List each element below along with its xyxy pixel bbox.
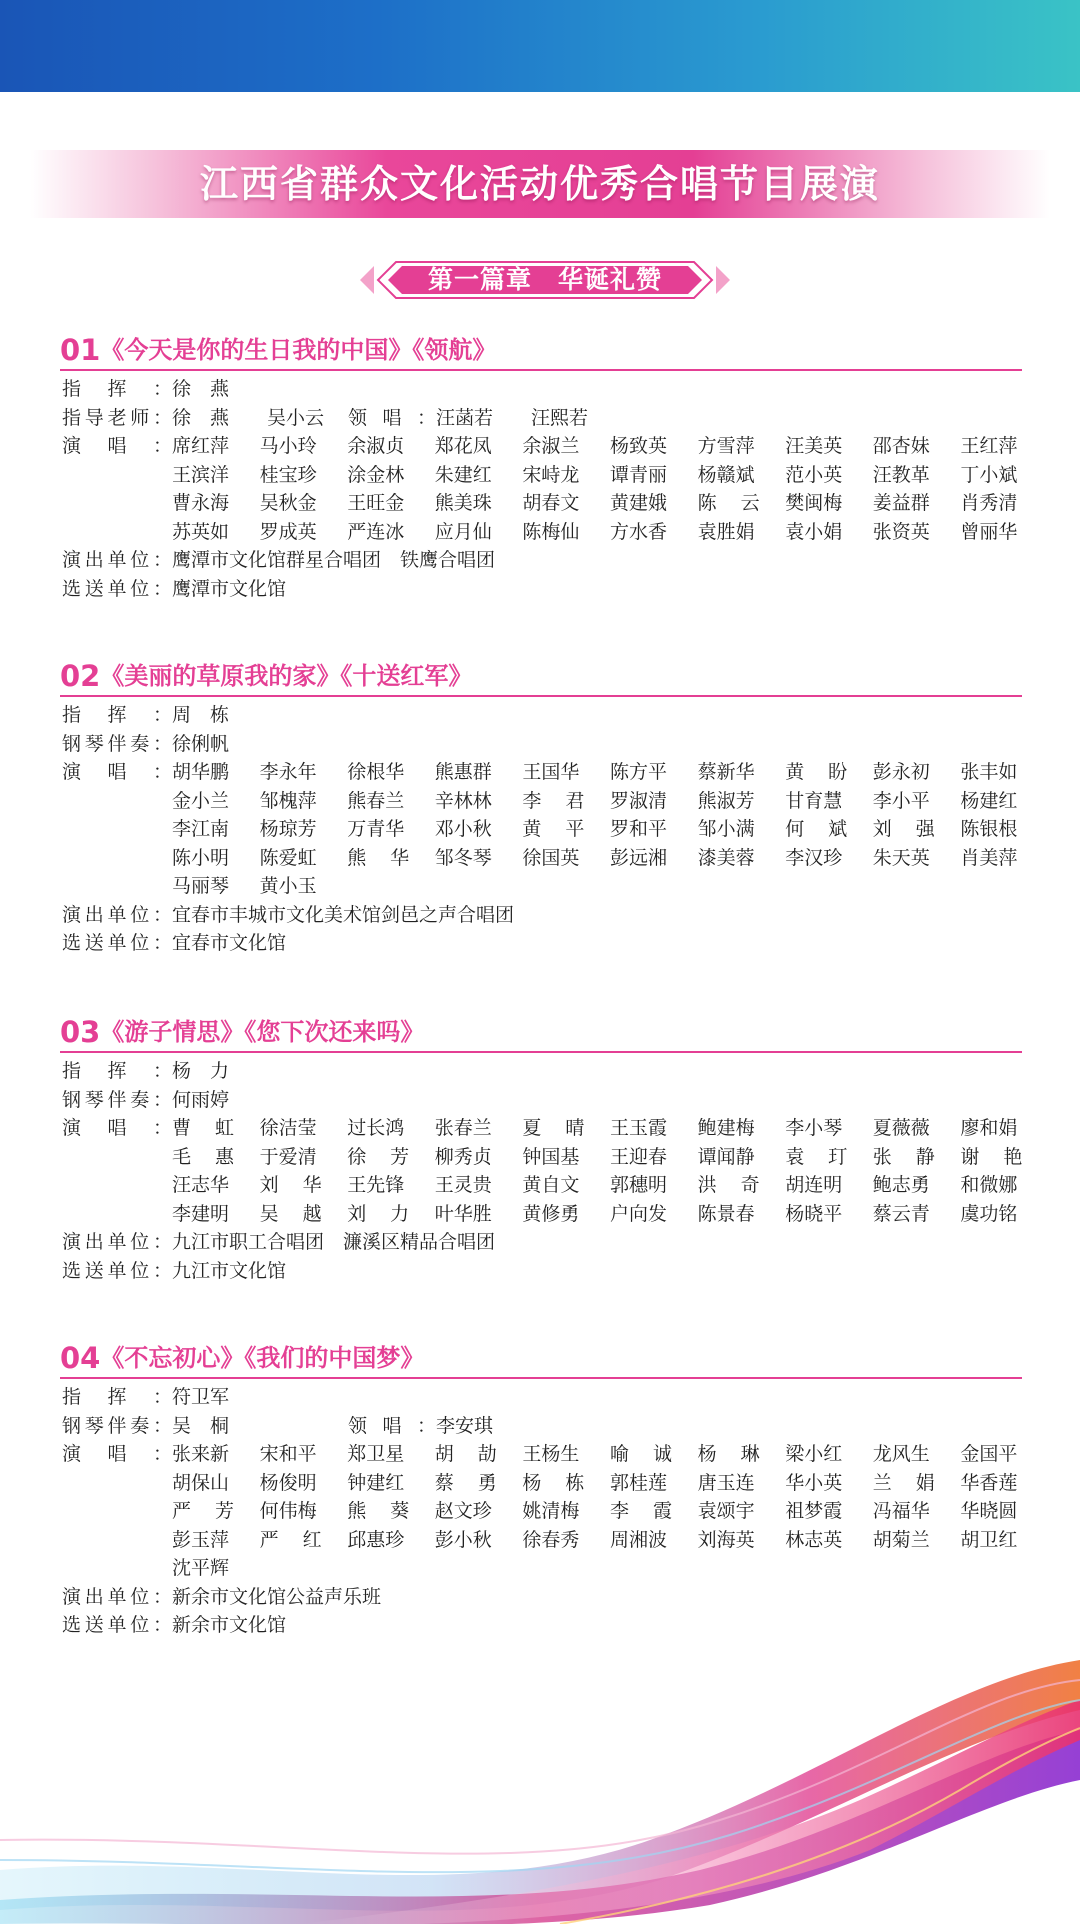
singer-name: 华小英 [785, 1471, 843, 1494]
credit-label: 指 挥 ： [62, 1386, 172, 1408]
singer-name: 徐春秀 [522, 1528, 580, 1551]
singer-name: 樊闽梅 [785, 492, 843, 514]
accompanist-row [60, 1086, 1022, 1115]
singer-name: 袁胜娟 [697, 520, 755, 543]
singers-row [60, 1114, 1022, 1143]
singer-name: 于爱清 [259, 1145, 317, 1168]
credit-label: 演 出 单 位 ： [62, 549, 172, 571]
credit-label: 演 唱 ： [62, 1117, 172, 1139]
singer-name: 杨 琳 [697, 1443, 760, 1465]
program-credits [60, 1057, 1022, 1285]
conductor-row [60, 375, 1022, 404]
accompanist-row [60, 404, 1022, 433]
sending-unit-row [60, 1257, 1022, 1286]
singer-name: 沈平辉 [172, 1557, 230, 1579]
singer-name: 王杨生 [522, 1443, 580, 1465]
singer-name: 过长鸿 [347, 1117, 405, 1139]
singer-name: 王迎春 [610, 1145, 668, 1168]
singer-name: 漆美蓉 [697, 846, 755, 869]
singer-name: 朱建红 [434, 463, 492, 486]
sending-unit-row [60, 575, 1022, 604]
singer-name: 杨赣斌 [697, 463, 755, 486]
singer-name: 熊春兰 [347, 789, 405, 812]
singer-name: 罗淑清 [610, 789, 668, 812]
singer-name: 严 红 [259, 1528, 322, 1551]
singer-name: 钟国基 [522, 1145, 580, 1168]
singer-name: 钟建红 [347, 1471, 405, 1494]
singers-row [60, 1526, 1022, 1555]
singer-name: 宋峙龙 [522, 463, 580, 486]
singer-name: 陈梅仙 [522, 520, 580, 543]
credit-label: 钢 琴 伴 奏 ： [62, 1088, 172, 1111]
singers-row [60, 787, 1022, 816]
credit-label: 指 挥 ： [62, 1060, 172, 1082]
singer-name: 甘育慧 [785, 789, 843, 812]
program-header [60, 659, 1022, 697]
singer-name: 刘 力 [347, 1202, 410, 1225]
top-banner [0, 0, 1080, 92]
singer-name: 何 斌 [785, 818, 848, 840]
singer-name: 王先锋 [347, 1174, 405, 1196]
program-number: 03 [60, 1015, 101, 1049]
singer-name: 涂金林 [347, 463, 405, 486]
program-number: 02 [60, 659, 101, 693]
singer-name: 余淑贞 [347, 435, 405, 457]
singer-name: 曹 虹 [172, 1117, 234, 1139]
singer-name: 林志英 [785, 1528, 843, 1551]
singer-name: 黄 平 [522, 818, 585, 840]
singer-name: 张春兰 [434, 1117, 492, 1139]
singers-row [60, 1554, 1022, 1583]
singer-name: 蔡 勇 [434, 1471, 497, 1494]
singer-name: 汪教革 [872, 463, 930, 486]
singer-name: 姜益群 [872, 492, 930, 514]
singer-name: 彭远湘 [610, 846, 668, 869]
singer-name: 胡卫红 [960, 1528, 1018, 1551]
chapter-title: 第一篇章 华诞礼赞 [427, 265, 662, 294]
singer-name: 谭青丽 [610, 463, 668, 486]
program-number: 04 [60, 1341, 101, 1375]
singer-name: 肖秀清 [960, 492, 1018, 514]
singer-name: 袁 玎 [785, 1145, 848, 1168]
singer-name: 金国平 [960, 1443, 1018, 1465]
singer-name: 邱惠珍 [347, 1528, 405, 1551]
singer-name: 谭闻静 [697, 1145, 755, 1168]
singer-name: 李 霞 [610, 1500, 672, 1522]
singer-name: 王玉霞 [610, 1117, 668, 1139]
singer-name: 汪志华 [172, 1174, 230, 1196]
credit-label: 钢 琴 伴 奏 ： [62, 732, 172, 755]
credit-value: 何雨婷 [172, 1088, 230, 1111]
credit-label: 演 出 单 位 ： [62, 1231, 172, 1253]
singer-name: 陈 云 [697, 492, 760, 514]
singer-name: 罗成英 [259, 520, 317, 543]
singer-name: 李小平 [872, 789, 930, 812]
singer-name: 李小琴 [785, 1117, 843, 1139]
singer-name: 户向发 [610, 1202, 668, 1225]
program-section [60, 333, 1022, 603]
conductor-row [60, 1057, 1022, 1086]
singer-name: 徐 芳 [347, 1145, 410, 1168]
lead-vocal-label: 领 唱 ： [348, 406, 436, 429]
credit-label: 指 导 老 师 ： [62, 406, 172, 429]
singer-name: 邵杏妹 [872, 435, 930, 457]
singer-name: 熊淑芳 [697, 789, 755, 812]
singer-name: 夏薇薇 [872, 1117, 930, 1139]
singer-name: 龙风生 [872, 1443, 930, 1465]
singer-name: 宋和平 [259, 1443, 317, 1465]
program-header [60, 1341, 1022, 1379]
credit-label: 选 送 单 位 ： [62, 577, 172, 600]
credit-label: 演 唱 ： [62, 435, 172, 457]
singer-name: 虞功铭 [960, 1202, 1018, 1225]
singer-name: 李汉珍 [785, 846, 843, 869]
singer-name: 黄自文 [522, 1174, 580, 1196]
singer-name: 祖梦霞 [785, 1500, 843, 1522]
credit-label: 演 唱 ： [62, 761, 172, 783]
singer-name: 华香莲 [960, 1471, 1018, 1494]
singer-name: 王滨洋 [172, 463, 230, 486]
singer-name: 熊惠群 [434, 761, 492, 783]
singers-row [60, 489, 1022, 518]
singer-name: 熊 葵 [347, 1500, 410, 1522]
singer-name: 方雪萍 [697, 435, 755, 457]
singer-name: 刘海英 [697, 1528, 755, 1551]
singer-name: 徐根华 [347, 761, 405, 783]
singer-name: 邹小满 [697, 818, 755, 840]
singer-name: 严 芳 [172, 1500, 234, 1522]
singer-name: 蔡新华 [697, 761, 755, 783]
program-title: 《今天是你的生日我的中国》《领航》 [100, 336, 497, 364]
singers-row [60, 1440, 1022, 1469]
singer-name: 张资英 [872, 520, 930, 543]
singer-name: 胡连明 [785, 1174, 843, 1196]
singer-name: 赵文珍 [434, 1500, 492, 1522]
singer-name: 廖和娟 [960, 1117, 1018, 1139]
singer-name: 胡菊兰 [872, 1528, 930, 1551]
credit-value: 吴 桐 [172, 1414, 230, 1437]
singer-name: 王红萍 [960, 435, 1018, 457]
ribbon-decoration [0, 1620, 1080, 1924]
singers-row [60, 461, 1022, 490]
singer-name: 李 君 [522, 789, 585, 812]
conductor-row [60, 701, 1022, 730]
singers-row [60, 872, 1022, 901]
singer-name: 马丽琴 [172, 875, 230, 897]
singers-row [60, 1171, 1022, 1200]
singer-name: 陈景春 [697, 1202, 755, 1225]
singer-name: 杨琼芳 [259, 818, 317, 840]
singer-name: 周湘波 [610, 1528, 668, 1551]
singer-name: 罗和平 [610, 818, 668, 840]
singer-name: 曹永海 [172, 492, 230, 514]
program-title: 《游子情思》《您下次还来吗》 [100, 1018, 425, 1046]
credit-value: 周 栋 [172, 704, 230, 726]
singers-row [60, 758, 1022, 787]
credit-label: 选 送 单 位 ： [62, 1259, 172, 1282]
conductor-row [60, 1383, 1022, 1412]
lead-vocal-value: 李安琪 [436, 1414, 494, 1437]
credit-value: 九江市文化馆 [172, 1259, 287, 1282]
singer-name: 夏 晴 [522, 1117, 585, 1139]
credit-label: 指 挥 ： [62, 704, 172, 726]
performing-unit-row [60, 1228, 1022, 1257]
singer-name: 郑卫星 [347, 1443, 405, 1465]
singer-name: 陈银根 [960, 818, 1018, 840]
singer-name: 胡华鹏 [172, 761, 230, 783]
singer-name: 鲍建梅 [697, 1117, 755, 1139]
accompanist-row [60, 730, 1022, 759]
page-title: 江西省群众文化活动优秀合唱节目展演 [199, 162, 880, 206]
singer-name: 柳秀贞 [434, 1145, 492, 1168]
singer-name: 邹冬琴 [434, 846, 492, 869]
singer-name: 张 静 [872, 1145, 935, 1168]
singers-row [60, 815, 1022, 844]
singer-name: 张丰如 [960, 761, 1018, 783]
singer-name: 丁小斌 [960, 463, 1018, 486]
singer-name: 张来新 [172, 1443, 230, 1465]
singer-name: 李永年 [259, 761, 317, 783]
singer-name: 杨建红 [960, 789, 1018, 812]
singer-name: 杨俊明 [259, 1471, 317, 1494]
singer-name: 冯福华 [872, 1500, 930, 1522]
singer-name: 熊 华 [347, 846, 410, 869]
singer-name: 吴秋金 [259, 492, 317, 514]
singer-name: 彭永初 [872, 761, 930, 783]
singer-name: 余淑兰 [522, 435, 580, 457]
singer-name: 徐国英 [522, 846, 580, 869]
singer-name: 席红萍 [172, 435, 230, 457]
singer-name: 洪 奇 [697, 1174, 760, 1196]
program-header [60, 1015, 1022, 1053]
singer-name: 黄建娥 [610, 492, 668, 514]
singer-name: 蔡云青 [872, 1202, 930, 1225]
sending-unit-row [60, 929, 1022, 958]
program-credits [60, 1383, 1022, 1640]
singer-name: 谢 艳 [960, 1145, 1023, 1168]
singer-name: 杨 栋 [522, 1471, 585, 1494]
singer-name: 刘 强 [872, 818, 935, 840]
singers-row [60, 518, 1022, 547]
credit-label: 钢 琴 伴 奏 ： [62, 1414, 172, 1437]
singer-name: 苏英如 [172, 520, 230, 543]
singer-name: 陈爱虹 [259, 846, 317, 869]
singer-name: 辛林林 [434, 789, 492, 812]
singer-name: 朱天英 [872, 846, 930, 869]
program-section [60, 1341, 1022, 1640]
credit-value: 新余市文化馆公益声乐班 [172, 1585, 382, 1608]
credit-label: 选 送 单 位 ： [62, 932, 172, 954]
singer-name: 杨致英 [610, 435, 668, 457]
accompanist-row [60, 1412, 1022, 1441]
singer-name: 杨晓平 [785, 1202, 843, 1225]
credit-label: 选 送 单 位 ： [62, 1614, 172, 1636]
singer-name: 和微娜 [960, 1174, 1018, 1196]
credit-value: 九江市职工合唱团 濂溪区精品合唱团 [172, 1231, 496, 1253]
singers-row [60, 1200, 1022, 1229]
singer-name: 范小英 [785, 463, 843, 486]
singer-name: 彭玉萍 [172, 1528, 230, 1551]
singer-name: 马小玲 [259, 435, 317, 457]
singer-name: 熊美珠 [434, 492, 492, 514]
singer-name: 应月仙 [434, 520, 492, 543]
singer-name: 毛 惠 [172, 1145, 234, 1168]
singer-name: 曾丽华 [960, 520, 1018, 543]
program-header [60, 333, 1022, 371]
singer-name: 华晓圆 [960, 1500, 1018, 1522]
singer-name: 王灵贵 [434, 1174, 492, 1196]
credit-value: 鹰潭市文化馆群星合唱团 铁鹰合唱团 [172, 549, 496, 571]
singer-name: 陈小明 [172, 846, 230, 869]
lead-vocal-label: 领 唱 ： [348, 1414, 436, 1437]
singers-row [60, 1143, 1022, 1172]
credit-value: 新余市文化馆 [172, 1614, 287, 1636]
program-section [60, 1015, 1022, 1285]
singer-name: 郭穗明 [610, 1174, 668, 1196]
singer-name: 金小兰 [172, 789, 230, 812]
singer-name: 肖美萍 [960, 846, 1018, 869]
singer-name: 叶华胜 [434, 1202, 492, 1225]
singer-name: 吴 越 [259, 1202, 322, 1225]
program-credits [60, 701, 1022, 958]
title-banner [30, 150, 1050, 218]
singer-name: 陈方平 [610, 761, 668, 783]
performing-unit-row [60, 546, 1022, 575]
credit-value: 杨 力 [172, 1060, 230, 1082]
chapter-badge [360, 259, 730, 301]
credit-label: 演 出 单 位 ： [62, 903, 172, 926]
credit-value: 宜春市文化馆 [172, 932, 287, 954]
singer-name: 王旺金 [347, 492, 405, 514]
program-title: 《美丽的草原我的家》《十送红军》 [100, 662, 473, 690]
singer-name: 徐洁莹 [259, 1117, 317, 1139]
singer-name: 黄小玉 [259, 875, 317, 897]
singer-name: 李江南 [172, 818, 230, 840]
singers-row [60, 1497, 1022, 1526]
singer-name: 方水香 [610, 520, 668, 543]
singer-name: 邓小秋 [434, 818, 492, 840]
singer-name: 严连冰 [347, 520, 405, 543]
singer-name: 郭桂莲 [610, 1471, 668, 1494]
singers-row [60, 844, 1022, 873]
performing-unit-row [60, 901, 1022, 930]
credit-value: 徐 燕 吴小云 [172, 406, 325, 429]
credit-label: 演 唱 ： [62, 1443, 172, 1465]
singers-row [60, 1469, 1022, 1498]
singer-name: 姚清梅 [522, 1500, 580, 1522]
singer-name: 刘 华 [259, 1174, 322, 1196]
singer-name: 兰 娟 [872, 1471, 935, 1494]
credit-value: 符卫军 [172, 1386, 230, 1408]
singer-name: 邹槐萍 [259, 789, 317, 812]
singer-name: 胡春文 [522, 492, 580, 514]
credit-value: 鹰潭市文化馆 [172, 577, 287, 600]
singer-name: 汪美英 [785, 435, 843, 457]
singer-name: 彭小秋 [434, 1528, 492, 1551]
singer-name: 胡保山 [172, 1471, 230, 1494]
singer-name: 桂宝珍 [259, 463, 317, 486]
singer-name: 袁颂宇 [697, 1500, 755, 1522]
singer-name: 何伟梅 [259, 1500, 317, 1522]
singer-name: 黄修勇 [522, 1202, 580, 1225]
singer-name: 梁小红 [785, 1443, 843, 1465]
program-section [60, 659, 1022, 958]
program-title: 《不忘初心》《我们的中国梦》 [100, 1344, 425, 1372]
singer-name: 袁小娟 [785, 520, 843, 543]
singer-name: 郑花凤 [434, 435, 492, 457]
program-credits [60, 375, 1022, 603]
singer-name: 胡 劼 [434, 1443, 497, 1465]
credit-value: 徐 燕 [172, 378, 230, 400]
singer-name: 王国华 [522, 761, 580, 783]
credit-value: 宜春市丰城市文化美术馆剑邑之声合唱团 [172, 903, 515, 926]
program-number: 01 [60, 333, 101, 367]
credit-label: 指 挥 ： [62, 378, 172, 400]
singer-name: 黄 盼 [785, 761, 848, 783]
singers-row [60, 432, 1022, 461]
singer-name: 万青华 [347, 818, 405, 840]
singer-name: 鲍志勇 [872, 1174, 930, 1196]
credit-value: 徐俐帆 [172, 732, 230, 755]
singer-name: 唐玉连 [697, 1471, 755, 1494]
performing-unit-row [60, 1583, 1022, 1612]
credit-label: 演 出 单 位 ： [62, 1585, 172, 1608]
singer-name: 喻 诚 [610, 1443, 672, 1465]
singer-name: 李建明 [172, 1202, 230, 1225]
lead-vocal-value: 汪菡若 汪熙若 [436, 406, 589, 429]
